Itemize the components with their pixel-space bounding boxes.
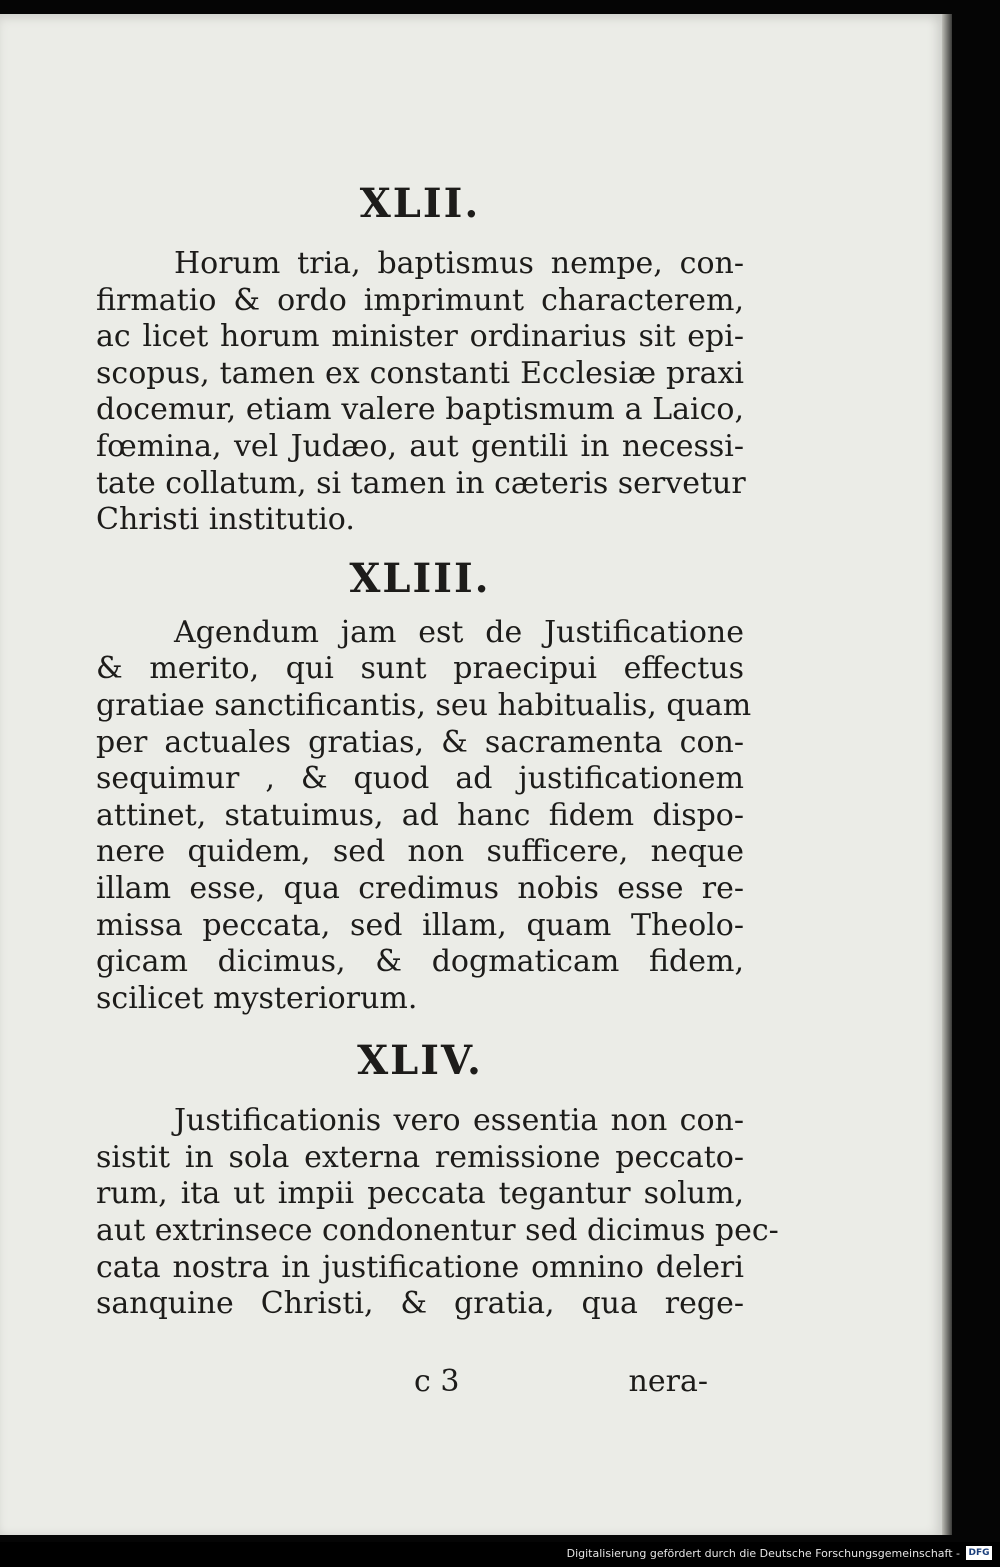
text-line: Christi institutio.: [96, 502, 355, 538]
text-line: attinet, statuimus, ad hanc fidem dispo-: [96, 797, 744, 833]
section-heading-xliii: XLIII.: [349, 554, 491, 602]
text-line: nere quidem, sed non sufficere, neque: [96, 834, 744, 870]
paragraph-xliv: [96, 1103, 779, 1323]
text-line: sistit in sola externa remissione peccato-: [96, 1139, 744, 1175]
text-line: & merito, qui sunt praecipui effectus: [96, 651, 744, 687]
text-line: fœmina, vel Judæo, aut gentili in necessi-: [96, 428, 744, 464]
page-text: [96, 180, 779, 1323]
text-line: tate collatum, si tamen in cæteris servetur: [96, 465, 746, 501]
text-line: sequimur , & quod ad justificationem: [96, 761, 744, 797]
text-line: firmatio & ordo imprimunt characterem,: [96, 282, 744, 318]
text-line: docemur, etiam valere baptismum a Laico,: [96, 392, 744, 428]
text-line: Justificationis vero essentia non con-: [174, 1103, 744, 1139]
text-line: Horum tria, baptismus nempe, con-: [174, 246, 744, 281]
signature-mark: c 3: [414, 1364, 460, 1399]
text-line: scilicet mysteriorum.: [96, 980, 418, 1016]
text-line: per actuales gratias, & sacramenta con-: [96, 724, 744, 760]
dfg-logo: DFG: [966, 1546, 992, 1560]
text-line: Agendum jam est de Justificatione: [174, 614, 744, 650]
text-line: gicam dicimus, & dogmaticam fidem,: [96, 944, 744, 980]
text-line: rum, ita ut impii peccata tegantur solum,: [96, 1176, 744, 1212]
text-line: gratiae sanctificantis, seu habitualis, quam: [96, 687, 752, 723]
section-heading-xliv: XLIV.: [357, 1037, 483, 1085]
text-line: missa peccata, sed illam, quam Theolo-: [96, 907, 744, 943]
paragraph-xlii: [96, 246, 744, 539]
catchword: nera-: [628, 1364, 708, 1399]
text-line: sanquine Christi, & gratia, qua rege-: [96, 1286, 744, 1322]
digitization-credit: Digitalisierung gefördert durch die Deutsche Forschungsgemeinschaft -: [566, 1547, 960, 1560]
paragraph-xliii: [96, 614, 752, 1018]
text-line: cata nostra in justificatione omnino deleri: [96, 1249, 744, 1285]
page-footer: [96, 1364, 744, 1408]
text-line: ac licet horum minister ordinarius sit epi-: [96, 319, 744, 355]
text-line: aut extrinsece condonentur sed dicimus pec-: [96, 1213, 779, 1249]
section-heading-xlii: XLII.: [359, 180, 481, 227]
text-line: illam esse, qua credimus nobis esse re-: [96, 870, 744, 906]
page-edge: [942, 14, 952, 1535]
text-line: scopus, tamen ex constanti Ecclesiæ praxi: [96, 355, 744, 391]
